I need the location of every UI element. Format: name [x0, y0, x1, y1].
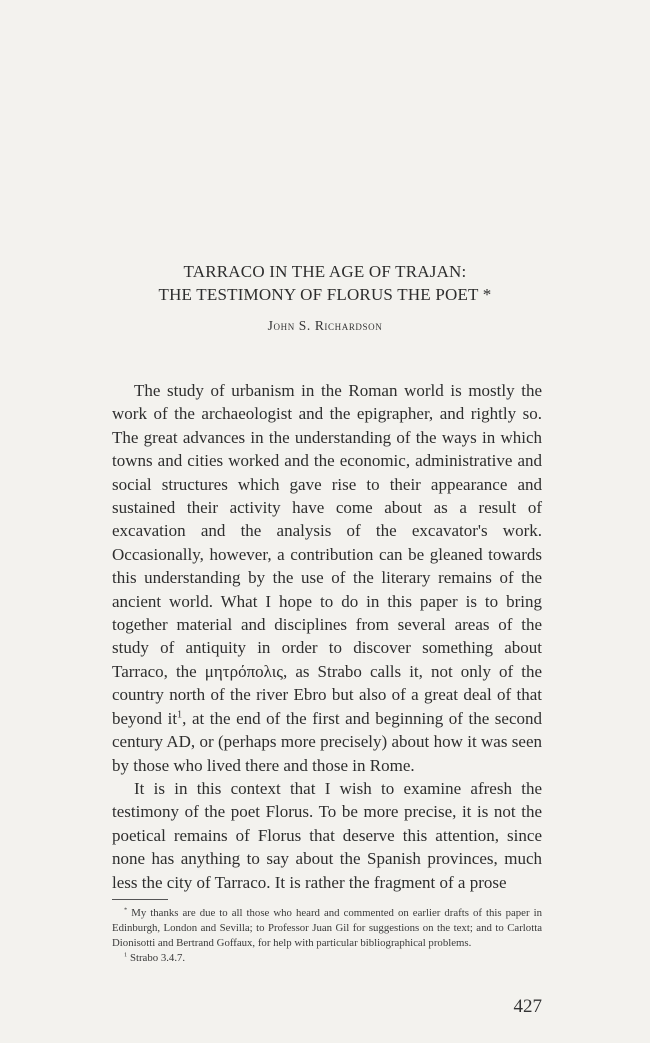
paragraph-1-text-b: , at the end of the first and beginning of the second century AD, or (perhaps more precisely) about how it was seen by those who lived there and those in Rome.: [112, 708, 542, 775]
article-title-line-2: THE TESTIMONY OF FLORUS THE POET *: [158, 285, 492, 304]
footnotes: [112, 906, 542, 966]
body-text: [112, 379, 542, 894]
footnote-star: [112, 906, 542, 951]
footnote-star-marker: *: [124, 906, 128, 914]
footnote-ref-1: 1: [177, 709, 183, 721]
footnote-divider: [112, 899, 168, 900]
footnote-star-text: My thanks are due to all those who heard and commented on earlier drafts of this paper in Edinburgh, London and Sevilla; to Professor Juan Gil for suggestions on the text; and to Carlotta Dionisotti and Bertrand Goffaux, for help with particular bibliographical problems.: [112, 907, 542, 949]
footnote-1-text: Strabo 3.4.7.: [129, 952, 186, 964]
author-name: John S. Richardson: [267, 318, 383, 333]
paragraph-2: It is in this context that I wish to examine afresh the testimony of the poet Florus. To be more precise, it is not the poetical remains of Florus that deserve this attention, since none has anything to say about the Spanish provinces, much less the city of Tarraco. It is rather the fragment of a prose: [112, 778, 542, 892]
page-number: 427: [513, 996, 542, 1017]
footnote-1: [112, 951, 542, 966]
paragraph-1: [112, 379, 542, 777]
article-title-line-1: TARRACO IN THE AGE OF TRAJAN:: [183, 262, 467, 281]
paragraph-1-text-a: The study of urbanism in the Roman world is mostly the work of the archaeologist and the epigrapher, and rightly so. The great advances in the understanding of the ways in which towns and cities worked and the economic, administrative and social structures which gave rise to their appearance and sustained their activity have come about as a result of excavation and the analysis of the excavator's work. Occasionally, however, a contribution can be gleaned towards this understanding by the use of the literary remains of the ancient world. What I hope to do in this paper is to bring together material and disciplines from several areas of the study of antiquity in order to discover something about Tarraco, the μητρόπολις, as Strabo calls it, not only of the country north of the river Ebro but also of a great deal of that beyond it: [112, 381, 542, 728]
footnote-1-marker: 1: [124, 951, 128, 959]
